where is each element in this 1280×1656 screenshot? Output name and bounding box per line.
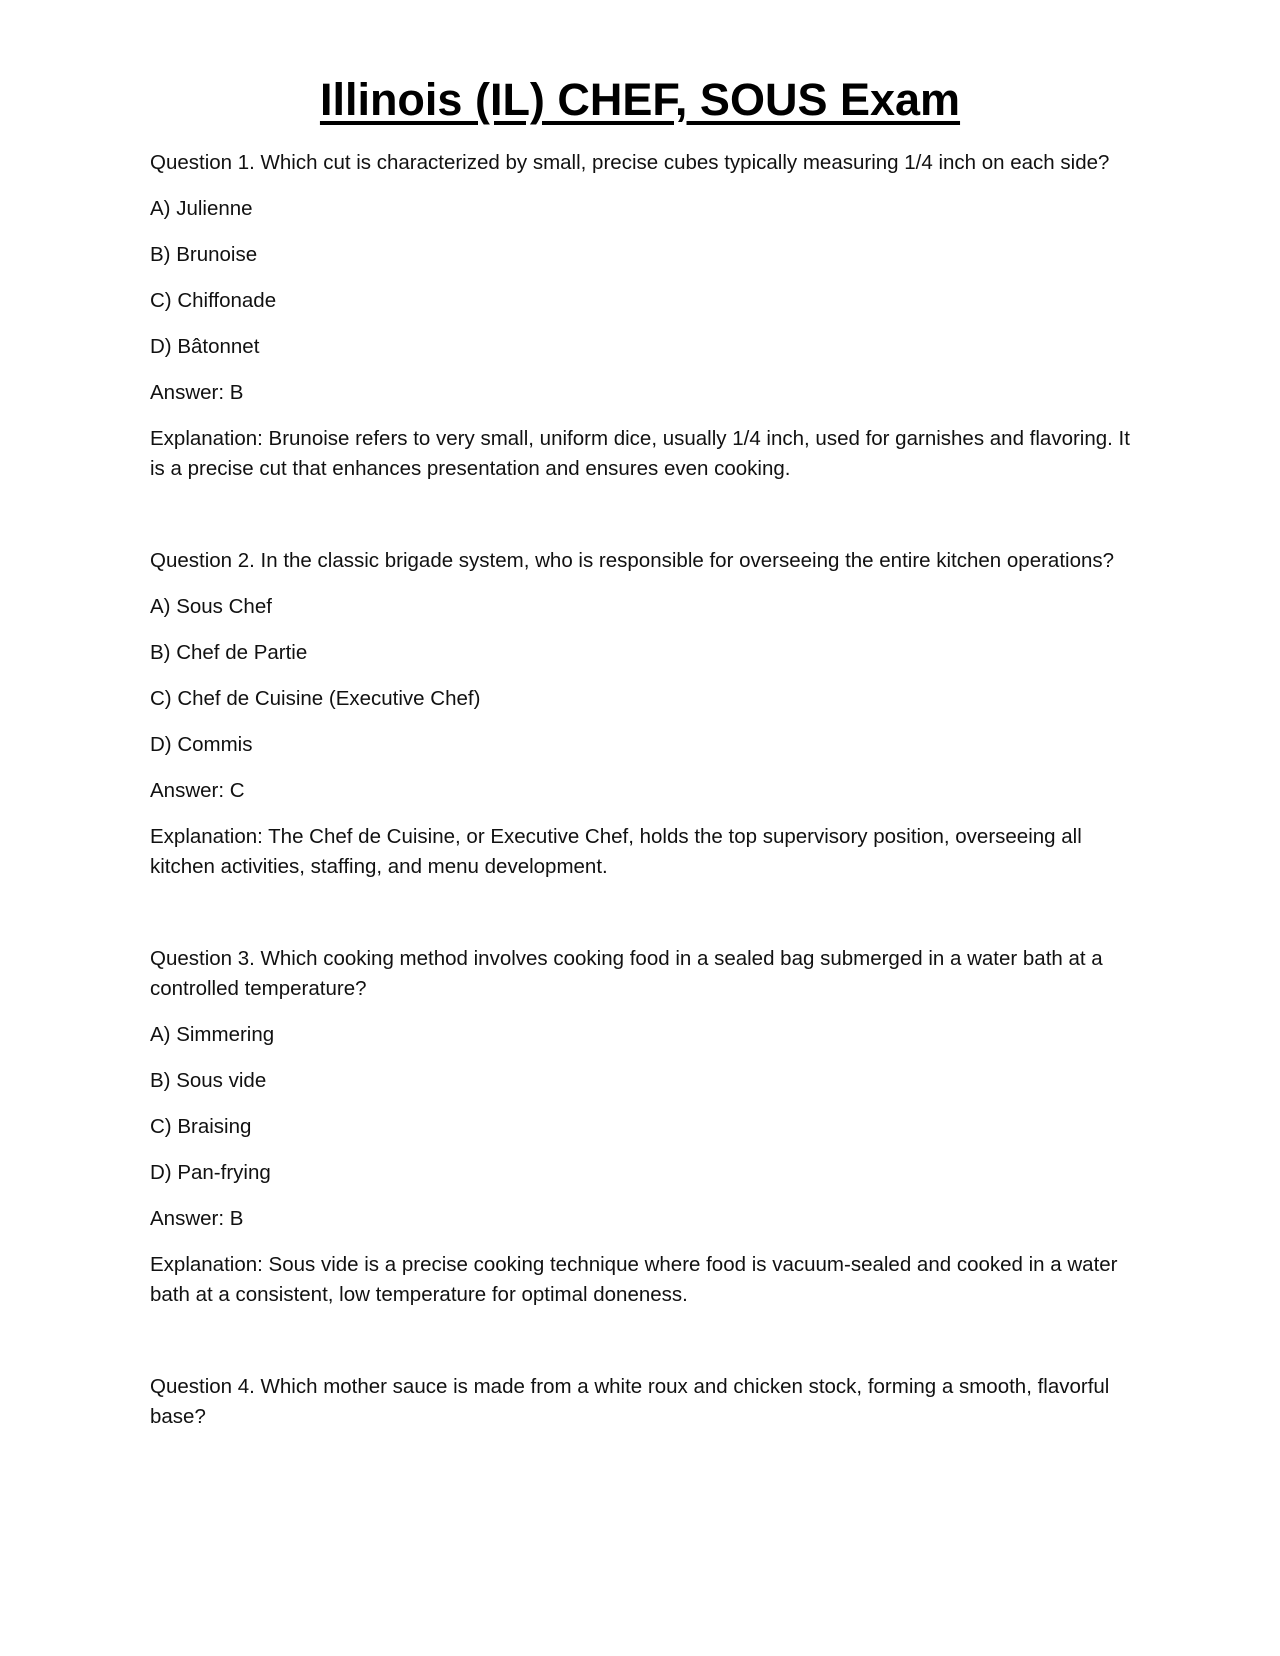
page-title [0,72,1280,128]
answer-text: Answer: B [150,381,244,404]
question-block-1 [150,148,1140,484]
option-b: B) Brunoise [150,243,258,266]
question-text: Question 3. Which cooking method involves cooking food in a sealed bag submerged in a water bath at a controlled temperature? [150,947,1103,1000]
question-text: Question 2. In the classic brigade system, who is responsible for overseeing the entire kitchen operations? [150,549,1115,572]
option-c: C) Chiffonade [150,289,277,312]
question-block-3 [150,944,1140,1310]
question-text: Question 4. Which mother sauce is made from a white roux and chicken stock, forming a smooth, flavorful base? [150,1375,1110,1428]
option-c: C) Chef de Cuisine (Executive Chef) [150,687,481,710]
question-block-4 [150,1372,1140,1432]
option-a: A) Simmering [150,1023,275,1046]
option-b: B) Chef de Partie [150,641,308,664]
question-text: Question 1. Which cut is characterized by small, precise cubes typically measuring 1/4 inch on each side? [150,151,1110,174]
option-a: A) Julienne [150,197,253,220]
option-d: D) Bâtonnet [150,335,260,358]
explanation-text: Explanation: Sous vide is a precise cooking technique where food is vacuum-sealed and cooked in a water bath at a consistent, low temperature for optimal doneness. [150,1253,1118,1306]
option-a: A) Sous Chef [150,595,272,618]
question-list [150,148,1140,1448]
answer-text: Answer: B [150,1207,244,1230]
option-c: C) Braising [150,1115,252,1138]
explanation-text: Explanation: Brunoise refers to very small, uniform dice, usually 1/4 inch, used for garnishes and flavoring. It is a precise cut that enhances presentation and ensures even cooking. [150,427,1130,480]
option-b: B) Sous vide [150,1069,267,1092]
explanation-text: Explanation: The Chef de Cuisine, or Executive Chef, holds the top supervisory position, overseeing all kitchen activities, staffing, and menu development. [150,825,1082,878]
option-d: D) Pan-frying [150,1161,271,1184]
question-block-2 [150,546,1140,882]
page-title-text: Illinois (IL) CHEF, SOUS Exam [319,74,961,125]
option-d: D) Commis [150,733,253,756]
answer-text: Answer: C [150,779,245,802]
